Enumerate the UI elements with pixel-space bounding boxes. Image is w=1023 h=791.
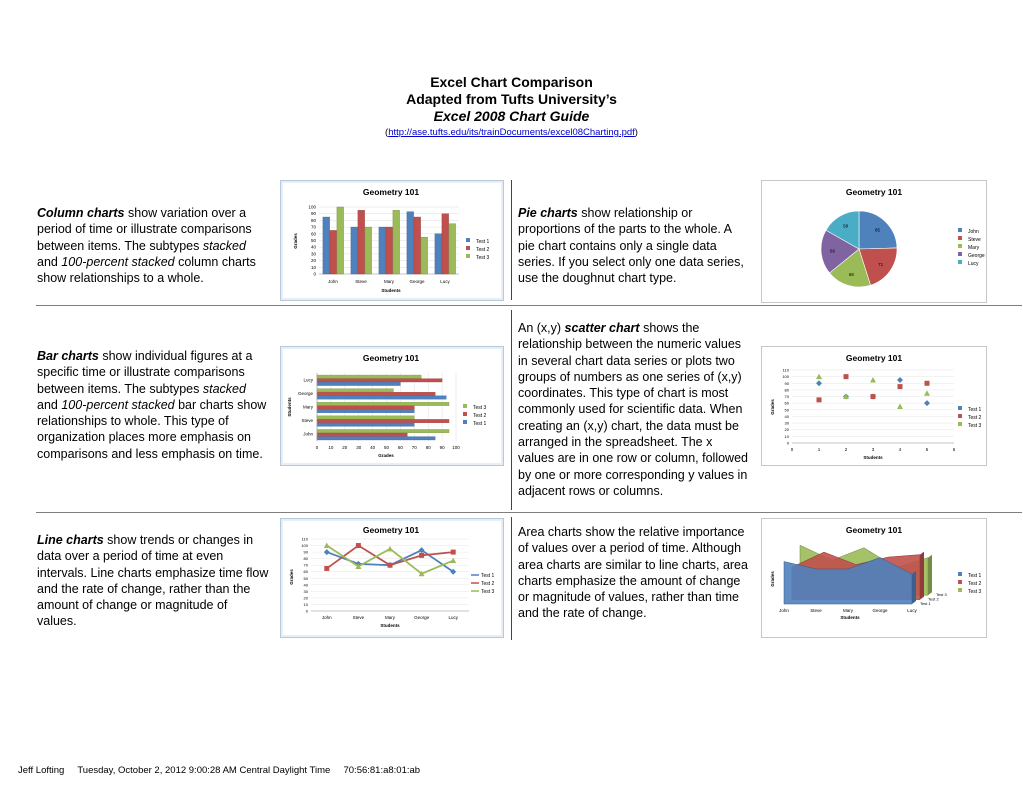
horizontal-bar (317, 382, 400, 385)
chart-title: Geometry 101 (845, 525, 903, 535)
x-tick-label: John (321, 615, 332, 620)
scatter-chart (761, 346, 987, 466)
scatter-point (897, 377, 903, 383)
y-tick-label: Steve (301, 418, 313, 424)
y-axis-label: Grades (293, 233, 298, 249)
x-axis-label: Students (380, 623, 400, 628)
x-tick-label: 6 (952, 447, 956, 452)
y-axis-label: Grades (289, 569, 294, 585)
y-tick-label: 0 (313, 271, 316, 277)
x-tick-label: 40 (370, 445, 376, 450)
legend-label: Test 3 (476, 255, 490, 261)
chart-title: Geometry 101 (362, 353, 420, 363)
area-side (912, 571, 916, 604)
y-tick-label: 90 (784, 380, 789, 386)
line-chart (280, 518, 504, 638)
y-tick-label: 50 (784, 407, 789, 413)
line-marker (356, 543, 361, 548)
column-bar (365, 227, 372, 274)
area-chart-description: Area charts show the relative importance of values over a period of time. Although area charts are similar to line charts, area charts emphasize the amount of change or magnitude of values, rather than time and the rate of change. (518, 525, 748, 621)
legend-label: Test 2 (968, 581, 982, 587)
horizontal-bar (317, 379, 442, 382)
y-tick-label: 90 (303, 549, 308, 555)
horizontal-bar (317, 429, 449, 432)
y-tick-label: 100 (301, 543, 308, 549)
line-marker (324, 549, 330, 555)
legend-label: Test 3 (481, 589, 495, 595)
column-bar (393, 210, 400, 274)
x-tick-label: 0 (790, 447, 794, 452)
area-chart-svg (762, 519, 986, 637)
pie-data-label: 58 (843, 223, 849, 229)
column-divider-2 (511, 310, 512, 510)
pie-chart-svg (762, 181, 986, 302)
x-tick-label: Steve (352, 615, 365, 620)
pie-chart-description: Pie charts show relationship or proportions of the parts to the whole. A pie chart contains only a single data series. If you select only one data series, use the doughnut chart type. (518, 206, 744, 286)
horizontal-bar (317, 406, 414, 409)
column-bar (414, 217, 421, 274)
legend-label: Test 1 (481, 573, 495, 579)
y-tick-label: 50 (303, 575, 308, 581)
y-tick-label: Lucy (303, 377, 313, 383)
x-axis-label: Students (840, 615, 860, 620)
column-bar (351, 227, 358, 274)
area-side (928, 555, 932, 596)
horizontal-bar (317, 423, 414, 426)
scatter-chart-description: An (x,y) scatter chart shows the relationship between the numeric values in several chart data series or plots two groups of numbers as one series of (x,y) coordinates. This type of chart is most commonly used for scientific data. When creating an (x,y) chart, the data must be arranged in the spreadsheet. The x values are in one row or column, followed by one or more corresponding y values in adjacent rows or columns. (518, 321, 748, 498)
scatter-point (924, 400, 930, 406)
legend-swatch (463, 404, 467, 408)
y-tick-label: 30 (784, 420, 789, 426)
line-chart-svg (281, 519, 503, 637)
y-tick-label: 80 (310, 217, 316, 223)
y-tick-label: 80 (303, 556, 308, 562)
x-tick-label: 5 (925, 447, 929, 452)
horizontal-bar (317, 416, 414, 419)
legend-label: Steve (968, 237, 981, 243)
x-tick-label: 4 (898, 447, 902, 452)
legend-swatch (958, 244, 962, 248)
legend-swatch (466, 254, 470, 258)
y-tick-label: 100 (308, 204, 316, 210)
legend-swatch (958, 228, 962, 232)
legend-swatch (958, 260, 962, 264)
scatter-point (924, 390, 930, 396)
x-tick-label: 20 (342, 445, 348, 450)
area-side (920, 552, 924, 600)
chart-title: Geometry 101 (362, 525, 420, 535)
page-footer (18, 765, 420, 776)
legend-label: Test 3 (968, 423, 982, 429)
x-tick-label: Lucy (440, 279, 450, 284)
footer-id: 70:56:81:a8:01:ab (343, 765, 421, 776)
legend-swatch (958, 414, 962, 418)
horizontal-bar (317, 433, 407, 436)
x-tick-label: 80 (425, 445, 431, 450)
document-title: Excel Chart Comparison (430, 74, 593, 90)
y-tick-label: 10 (303, 601, 308, 607)
scatter-point (925, 381, 930, 386)
horizontal-bar (317, 375, 421, 378)
line-chart-description: Line charts show trends or changes in data over a period of time at even intervals. Line charts emphasize time flow and the rate of change, rather than the amount of change or magnitude of values. (37, 533, 269, 629)
line-marker (388, 563, 393, 568)
y-axis-label: Grades (770, 571, 775, 587)
bar-chart (280, 346, 504, 466)
scatter-point (897, 404, 903, 410)
column-bar (449, 224, 456, 274)
legend-swatch (466, 246, 470, 250)
column-chart-description: Column charts show variation over a period of time or illustrate comparisons between items. The subtypes stacked and 100-percent stacked column charts show relationships to a whole. (37, 206, 256, 286)
bar-chart-svg (281, 347, 503, 465)
pie-data-label: 85 (875, 227, 881, 233)
line-marker (451, 550, 456, 555)
legend-label: Test 2 (473, 413, 487, 419)
x-axis-label: Grades (378, 453, 394, 458)
scatter-point (844, 374, 849, 379)
y-tick-label: 60 (310, 231, 316, 237)
x-tick-label: George (409, 279, 425, 284)
y-tick-label: Mary (303, 404, 313, 410)
x-tick-label: Mary (843, 608, 853, 613)
legend-swatch (466, 238, 470, 242)
x-tick-label: 90 (439, 445, 445, 450)
legend-swatch (958, 422, 962, 426)
y-tick-label: 110 (782, 367, 789, 373)
chart-title: Geometry 101 (845, 353, 903, 363)
x-tick-label: Steve (355, 279, 367, 284)
y-axis-label: Grades (770, 399, 775, 415)
scatter-point (871, 394, 876, 399)
row-divider-1 (36, 305, 1022, 306)
column-bar (442, 214, 449, 274)
y-tick-label: 10 (784, 433, 789, 439)
column-bar (435, 234, 442, 274)
column-bar (386, 227, 393, 274)
legend-label: Test 3 (968, 589, 982, 595)
chart-title: Geometry 101 (362, 187, 420, 197)
y-tick-label: 110 (301, 536, 308, 542)
horizontal-bar (317, 437, 435, 440)
row-divider-2 (36, 512, 1022, 513)
scatter-point (817, 397, 822, 402)
y-tick-label: 70 (784, 394, 789, 400)
legend-label: Test 1 (476, 239, 490, 245)
document-header (0, 74, 1023, 140)
column-bar (358, 210, 365, 274)
series-axis-label: Test 2 (928, 596, 939, 602)
column-chart-svg (281, 181, 503, 300)
line-marker (324, 566, 329, 571)
column-bar (421, 237, 428, 274)
legend-label: Test 3 (473, 405, 487, 411)
legend-label: Lucy (968, 261, 979, 267)
y-tick-label: 60 (784, 400, 789, 406)
horizontal-bar (317, 402, 449, 405)
x-tick-label: 100 (452, 445, 460, 450)
x-tick-label: 2 (844, 447, 848, 452)
x-tick-label: Mary (384, 279, 394, 284)
x-tick-label: Mary (385, 615, 395, 620)
legend-label: Test 1 (473, 421, 487, 427)
source-url-link[interactable]: http://ase.tufts.edu/its/trainDocuments/excel08Charting.pdf (388, 127, 635, 138)
pie-data-label: 66 (829, 248, 835, 254)
legend-swatch (958, 406, 962, 410)
legend-label: Test 1 (968, 573, 982, 579)
y-tick-label: 40 (303, 582, 308, 588)
y-tick-label: 20 (784, 427, 789, 433)
pie-chart (761, 180, 987, 303)
column-bar (337, 207, 344, 274)
x-axis-label: Students (381, 288, 401, 293)
x-tick-label: Lucy (448, 615, 458, 620)
x-tick-label: 1 (817, 447, 821, 452)
legend-label: John (968, 229, 979, 235)
pie-data-label: 66 (848, 271, 854, 277)
x-tick-label: 50 (383, 445, 390, 450)
y-tick-label: 30 (303, 588, 308, 594)
footer-timestamp: Tuesday, October 2, 2012 9:00:28 AM Central Daylight Time (77, 765, 331, 776)
y-tick-label: 30 (310, 251, 316, 257)
horizontal-bar (317, 419, 449, 422)
x-tick-label: 70 (411, 445, 417, 450)
y-tick-label: 60 (303, 569, 308, 575)
y-tick-label: 40 (310, 244, 316, 250)
x-tick-label: Lucy (907, 608, 917, 613)
scatter-point (870, 377, 876, 382)
x-tick-label: Steve (810, 608, 822, 613)
y-tick-label: John (303, 431, 313, 437)
x-tick-label: 30 (356, 445, 362, 450)
guide-title: Excel 2008 Chart Guide (433, 108, 590, 124)
y-tick-label: 40 (784, 413, 789, 419)
x-axis-label: Students (863, 455, 883, 460)
legend-swatch (958, 236, 962, 240)
legend-swatch (463, 412, 467, 416)
column-bar (330, 230, 337, 274)
column-divider-3 (511, 517, 512, 640)
legend-swatch (958, 588, 962, 592)
x-tick-label: George (414, 615, 430, 620)
y-tick-label: 100 (782, 374, 789, 380)
legend-label: Test 2 (968, 415, 982, 421)
scatter-point (898, 384, 903, 389)
y-tick-label: 70 (310, 224, 316, 230)
pie-data-label: 71 (878, 261, 884, 267)
x-tick-label: 3 (871, 447, 875, 452)
line-marker (387, 546, 393, 552)
y-tick-label: 90 (310, 211, 316, 217)
area-chart (761, 518, 987, 638)
y-tick-label: 50 (310, 238, 316, 243)
column-chart (280, 180, 504, 301)
horizontal-bar (317, 409, 414, 412)
x-tick-label: 60 (397, 445, 403, 450)
footer-author: Jeff Lofting (18, 765, 65, 776)
column-bar (323, 217, 330, 274)
y-tick-label: 20 (310, 258, 316, 264)
bar-chart-description: Bar charts show individual figures at a specific time or illustrate comparisons between items. The subtypes stacked and 100-percent stacked bar charts show relationships to whole. This type of organization places more emphasis on comparisons and less emphasis on time. (37, 349, 267, 461)
chart-title: Geometry 101 (845, 187, 903, 197)
x-tick-label: George (872, 608, 888, 613)
legend-swatch (958, 580, 962, 584)
document-subtitle: Adapted from Tufts University’s (406, 91, 617, 107)
scatter-point (816, 374, 822, 380)
legend-label: Test 2 (476, 247, 490, 253)
legend-label: Test 2 (481, 581, 495, 587)
x-tick-label: 0 (315, 445, 319, 450)
y-tick-label: 80 (784, 387, 789, 393)
y-tick-label: George (297, 390, 313, 396)
x-tick-label: 10 (328, 445, 334, 450)
legend-label: Mary (968, 245, 980, 251)
y-tick-label: 0 (786, 440, 789, 446)
source-url-line: (http://ase.tufts.edu/its/trainDocuments/excel08Charting.pdf) (385, 127, 638, 138)
legend-swatch (463, 420, 467, 424)
y-axis-label: Students (287, 397, 292, 417)
column-divider-1 (511, 180, 512, 300)
horizontal-bar (317, 389, 393, 392)
series-axis-label: Test 1 (920, 601, 931, 606)
x-tick-label: John (779, 608, 789, 613)
series-axis-label: Test 3 (936, 592, 947, 598)
legend-swatch (958, 252, 962, 256)
legend-label: George (968, 253, 985, 259)
horizontal-bar (317, 392, 435, 395)
x-tick-label: John (328, 279, 338, 284)
y-tick-label: 70 (303, 562, 308, 568)
scatter-point (816, 380, 822, 386)
scatter-chart-svg (762, 347, 986, 465)
horizontal-bar (317, 396, 446, 399)
column-bar (407, 212, 414, 274)
legend-swatch (958, 572, 962, 576)
y-tick-label: 0 (305, 608, 308, 614)
y-tick-label: 10 (310, 264, 316, 270)
line-marker (419, 553, 424, 558)
column-bar (379, 227, 386, 274)
legend-label: Test 1 (968, 407, 982, 413)
y-tick-label: 20 (303, 595, 308, 601)
